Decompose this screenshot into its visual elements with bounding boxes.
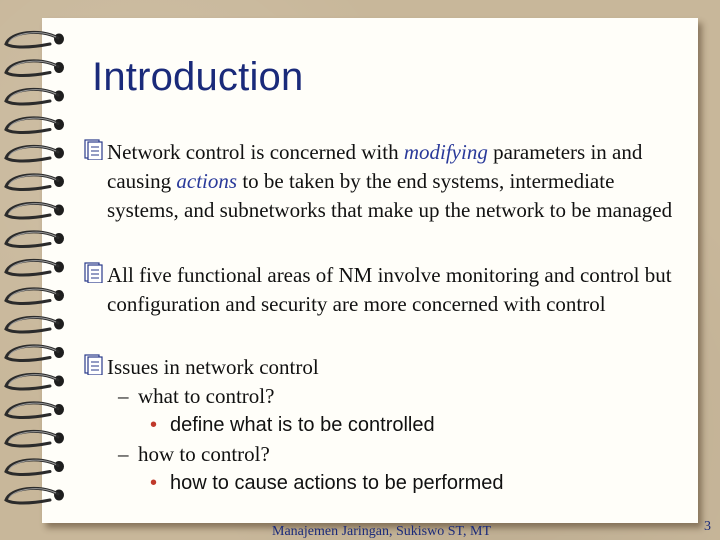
spiral-ring-icon: [6, 260, 64, 275]
sub-sub-item-1: [150, 411, 435, 440]
slide-footer: Manajemen Jaringan, Sukiswo ST, MT: [272, 524, 492, 539]
bullet-text-2: All five functional areas of NM involve monitoring and control but configuration and security are more concerned with control: [107, 263, 672, 316]
spiral-ring-icon: [6, 403, 64, 418]
spiral-ring-icon: [6, 488, 64, 503]
bullet-text-3: Issues in network control: [107, 355, 319, 379]
spiral-ring-icon: [6, 118, 64, 133]
slide-title: Introduction: [92, 55, 304, 99]
spiral-ring-icon: [6, 32, 64, 47]
spiral-ring-icon: [6, 346, 64, 361]
dot-marker: •: [150, 414, 158, 436]
spiral-ring-icon: [6, 317, 64, 332]
bullet-item-3: [82, 353, 682, 382]
spiral-ring-icon: [6, 431, 64, 446]
sub-item-text: how to control?: [138, 442, 270, 466]
sub-sub-item-text: define what is to be controlled: [170, 414, 435, 436]
sub-sub-item-2: [150, 469, 504, 498]
bullet-item-1: [82, 138, 682, 225]
spiral-ring-icon: [6, 289, 64, 304]
spiral-ring-icon: [6, 203, 64, 218]
sub-sub-item-text: how to cause actions to be performed: [170, 472, 504, 494]
notebook-page-icon: [82, 353, 104, 375]
sub-item-1: [118, 382, 274, 411]
notebook-page-icon: [82, 261, 104, 283]
spiral-ring-icon: [6, 61, 64, 76]
spiral-ring-icon: [6, 374, 64, 389]
spiral-ring-icon: [6, 89, 64, 104]
spiral-binding: [0, 0, 80, 540]
sub-item-text: what to control?: [138, 384, 275, 408]
spiral-ring-icon: [6, 146, 64, 161]
bullet-item-2: [82, 261, 682, 319]
spiral-ring-icon: [6, 232, 64, 247]
sub-item-2: [118, 440, 270, 469]
bullet-text-1: Network control is concerned with modifying parameters in and causing actions to be taken by the end systems, intermediate systems, and subnetworks that make up the network to be managed: [107, 140, 673, 222]
dash-marker: –: [118, 384, 129, 408]
spiral-ring-icon: [6, 460, 64, 475]
spiral-ring-icon: [6, 175, 64, 190]
dash-marker: –: [118, 442, 129, 466]
dot-marker: •: [150, 472, 158, 494]
notebook-page-icon: [82, 138, 104, 160]
page-number: 3: [704, 519, 711, 534]
